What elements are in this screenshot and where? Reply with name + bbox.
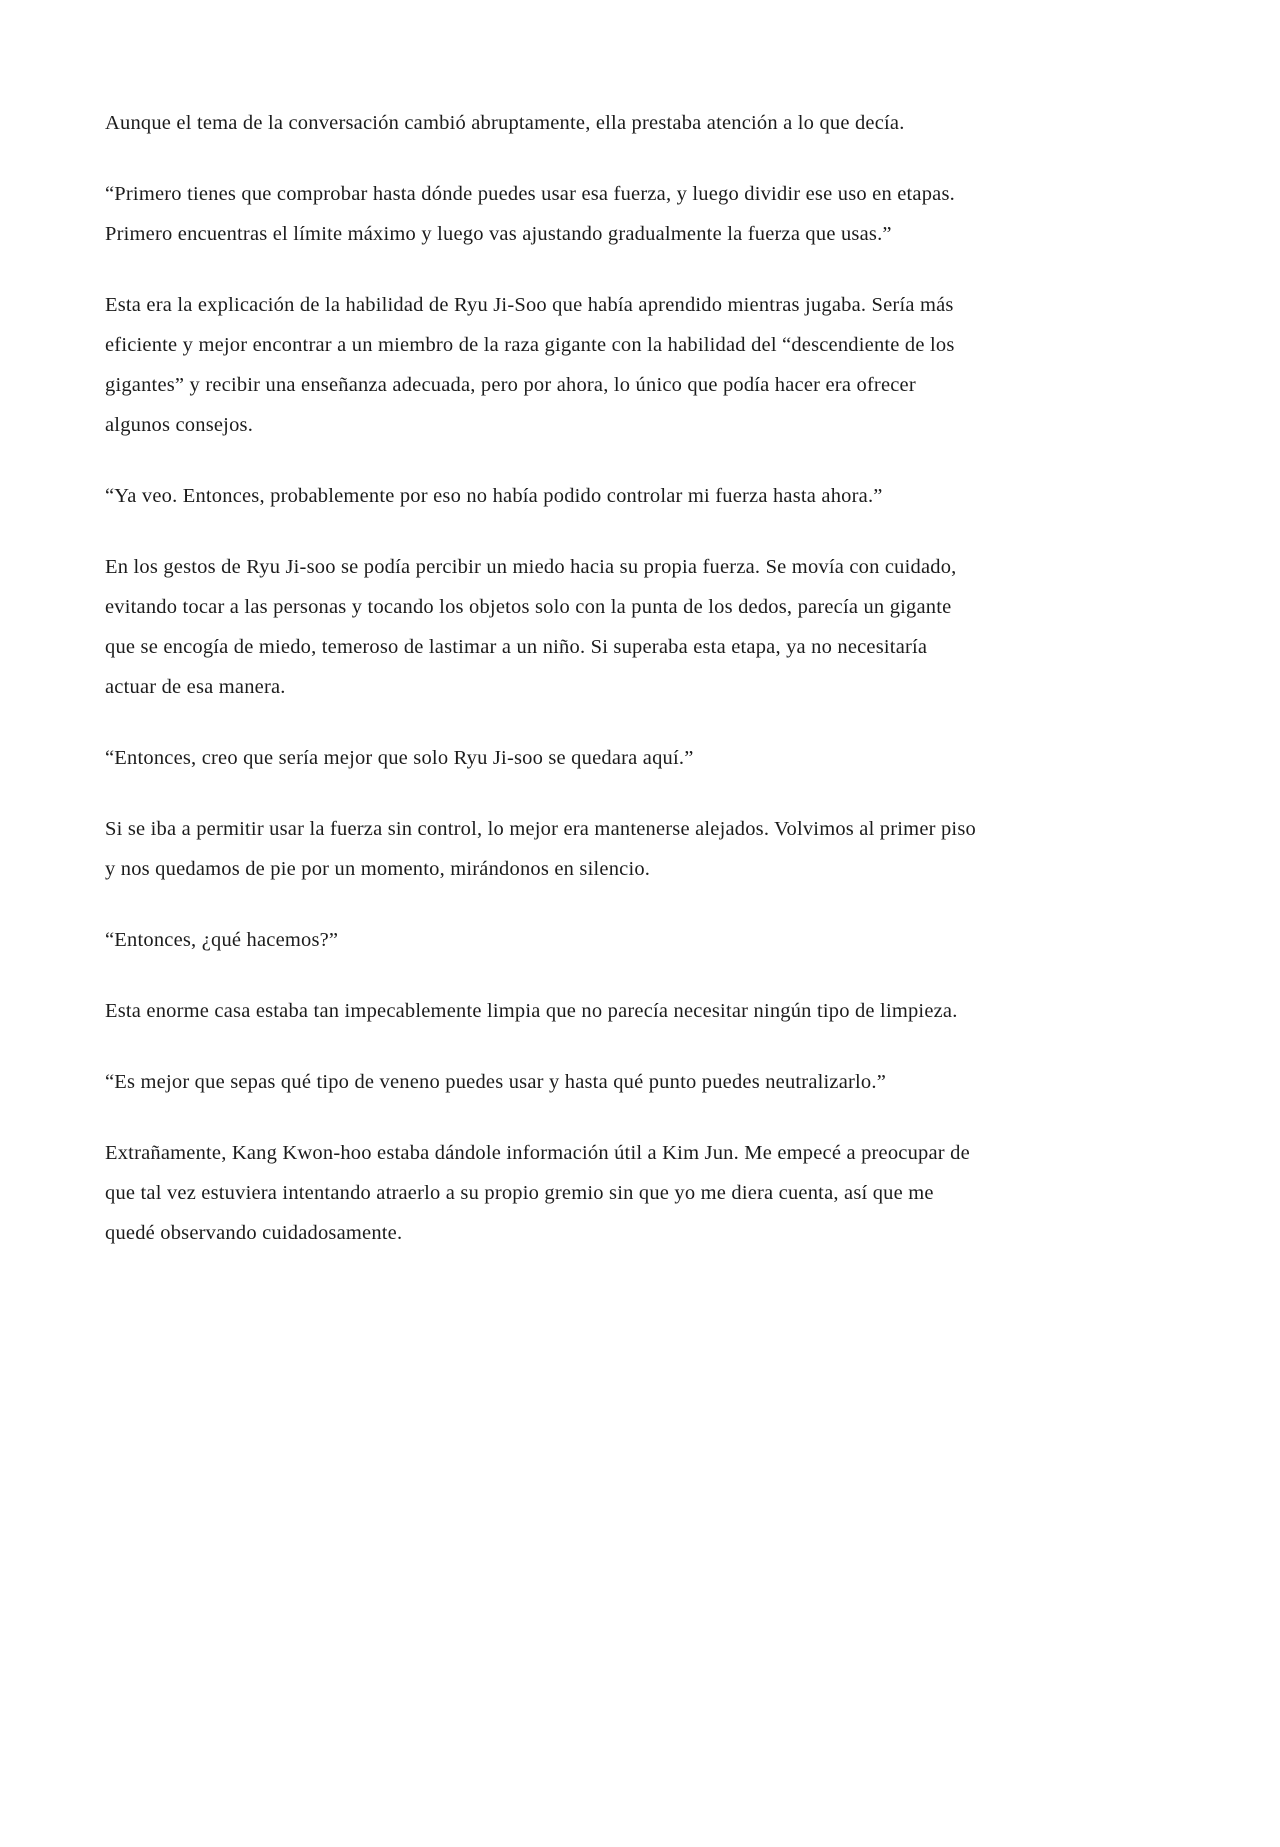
paragraph: En los gestos de Ryu Ji-soo se podía percibir un miedo hacia su propia fuerza. Se movía con cuidado, evitando tocar a las personas y tocando los objetos solo con la punta de los dedos, parecía un gigante que se encogía de miedo, temeroso de lastimar a un niño. Si superaba esta etapa, ya no necesitaría actuar de esa manera. xyxy=(105,556,957,698)
paragraph: “Entonces, ¿qué hacemos?” xyxy=(105,929,339,951)
paragraph: Aunque el tema de la conversación cambió abruptamente, ella prestaba atención a lo que decía. xyxy=(105,112,905,134)
paragraph: “Primero tienes que comprobar hasta dónde puedes usar esa fuerza, y luego dividir ese uso en etapas. Primero encuentras el límite máximo y luego vas ajustando gradualmente la fuerza que usas.” xyxy=(105,183,955,245)
paragraph: “Entonces, creo que sería mejor que solo Ryu Ji-soo se quedara aquí.” xyxy=(105,747,694,769)
document-body xyxy=(105,103,980,1253)
paragraph: “Ya veo. Entonces, probablemente por eso no había podido controlar mi fuerza hasta ahora.” xyxy=(105,485,883,507)
paragraph: Si se iba a permitir usar la fuerza sin control, lo mejor era mantenerse alejados. Volvimos al primer piso y nos quedamos de pie por un momento, mirándonos en silencio. xyxy=(105,818,976,880)
paragraph: “Es mejor que sepas qué tipo de veneno puedes usar y hasta qué punto puedes neutralizarlo.” xyxy=(105,1071,887,1093)
paragraph: Esta enorme casa estaba tan impecablemente limpia que no parecía necesitar ningún tipo de limpieza. xyxy=(105,1000,958,1022)
paragraph: Esta era la explicación de la habilidad de Ryu Ji-Soo que había aprendido mientras jugaba. Sería más eficiente y mejor encontrar a un miembro de la raza gigante con la habilidad del “descendiente de los gigantes” y recibir una enseñanza adecuada, pero por ahora, lo único que podía hacer era ofrecer algunos consejos. xyxy=(105,294,955,436)
paragraph: Extrañamente, Kang Kwon-hoo estaba dándole información útil a Kim Jun. Me empecé a preocupar de que tal vez estuviera intentando atraerlo a su propio gremio sin que yo me diera cuenta, así que me quedé observando cuidadosamente. xyxy=(105,1142,970,1244)
